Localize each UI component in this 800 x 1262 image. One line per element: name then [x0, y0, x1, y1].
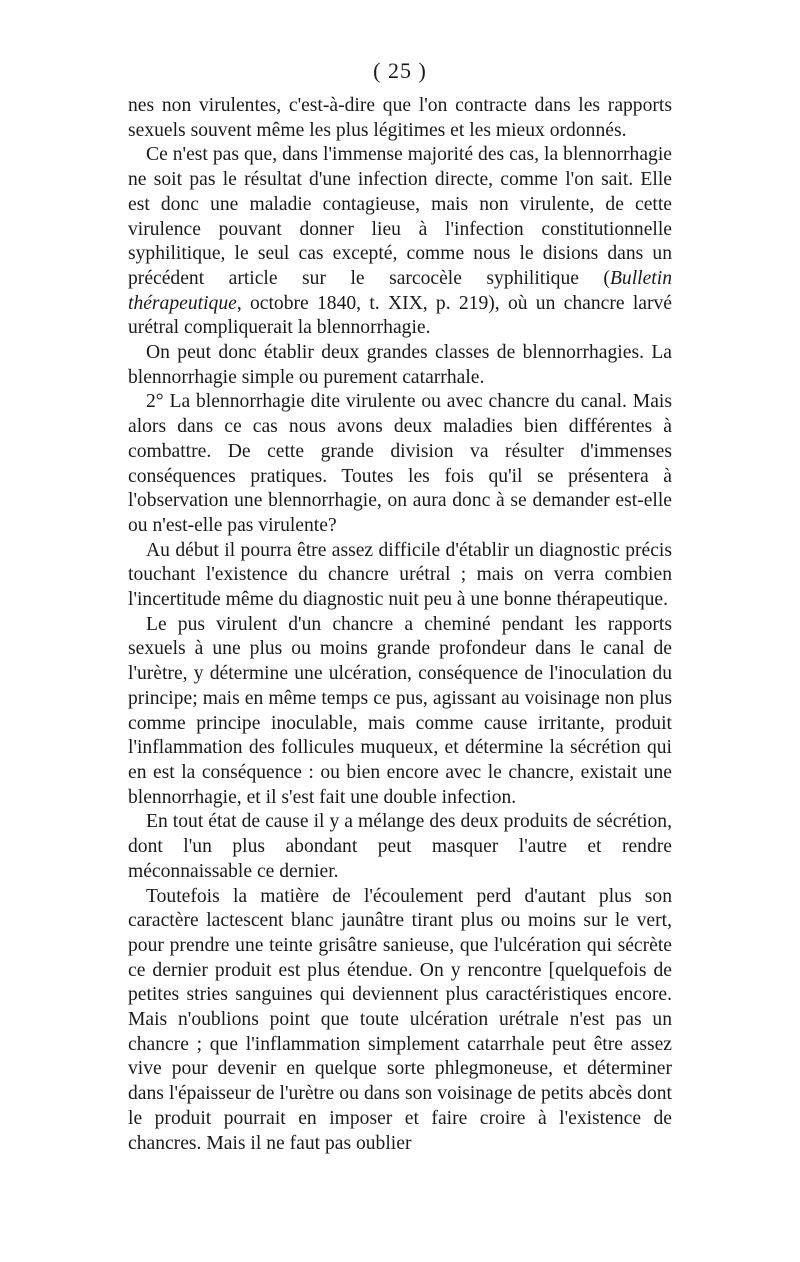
paragraph-1: nes non virulentes, c'est-à-dire que l'on contracte dans les rapports sexuels souvent même les plus légitimes et les mieux ordonnés. [128, 95, 672, 141]
paragraph-8: Toutefois la matière de l'écoulement perd d'autant plus son caractère lactescent blanc jaunâtre tirant plus ou moins sur le vert, pour prendre une teinte grisâtre sanieuse, que l'ulcération qui sécrète ce dernier produit est plus étendue. On y rencontre [quelquefois de petites stries sanguines qui deviennent plus caractéristiques encore. Mais n'oublions point que toute ulcération urétrale n'est pas un chancre ; que l'inflammation simplement catarrhale peut être assez vive pour devenir en quelque sorte phlegmoneuse, et déterminer dans l'épaisseur de l'urètre ou dans son voisinage de petits abcès dont le produit pourrait en imposer et faire croire à l'existence de chancres. Mais il ne faut pas oublier [128, 885, 672, 1154]
page-number: ( 25 ) [373, 58, 427, 83]
paragraph-2-text-before: Ce n'est pas que, dans l'immense majorité des cas, la blennorrhagie ne soit pas le résultat d'une infection directe, comme l'on sait. Elle est donc une maladie contagieuse, mais non virulente, de cette virulence pouvant donner lieu à l'infection constitutionnelle syphilitique, le seul cas excepté, comme nous le disions dans un précédent article sur le sarcocèle syphilitique ( [128, 144, 672, 289]
body-text [128, 94, 672, 1156]
paragraph-6: Le pus virulent d'un chancre a cheminé pendant les rapports sexuels à une plus ou moins grande profondeur dans le canal de l'urètre, y détermine une ulcération, conséquence de l'inoculation du principe; mais en même temps ce pus, agissant au voisinage non plus comme principe inoculable, mais comme cause irritante, produit l'inflammation des follicules muqueux, et détermine la sécrétion qui en est la conséquence : ou bien encore avec le chancre, existait une blennorrhagie, et il s'est fait une double infection. [128, 613, 672, 808]
journal-title: Bulletin thérapeutique [128, 267, 672, 314]
paragraph-3: On peut donc établir deux grandes classes de blennorrhagies. La blennorrhagie simple ou purement catarrhale. [128, 342, 672, 388]
paragraph-2 [128, 143, 672, 341]
paragraph-5: Au début il pourra être assez difficile d'établir un diagnostic précis touchant l'existence du chancre urétral ; mais on verra combien l'incertitude même du diagnostic nuit peu à une bonne thérapeutique. [128, 539, 672, 611]
paragraph-7: En tout état de cause il y a mélange des deux produits de sécrétion, dont l'un plus abondant peut masquer l'autre et rendre méconnaissable ce dernier. [128, 811, 672, 882]
paragraph-2-text-after: , octobre 1840, t. XIX, p. 219), où un chancre larvé urétral compliquerait la blennorrhagie. [128, 292, 672, 339]
paragraph-4: 2° La blennorrhagie dite virulente ou avec chancre du canal. Mais alors dans ce cas nous avons deux maladies bien différentes à combattre. De cette grande division va résulter d'immenses conséquences pratiques. Toutes les fois qu'il se présentera à l'observation une blennorrhagie, on aura donc à se demander est-elle ou n'est-elle pas virulente? [128, 391, 672, 536]
